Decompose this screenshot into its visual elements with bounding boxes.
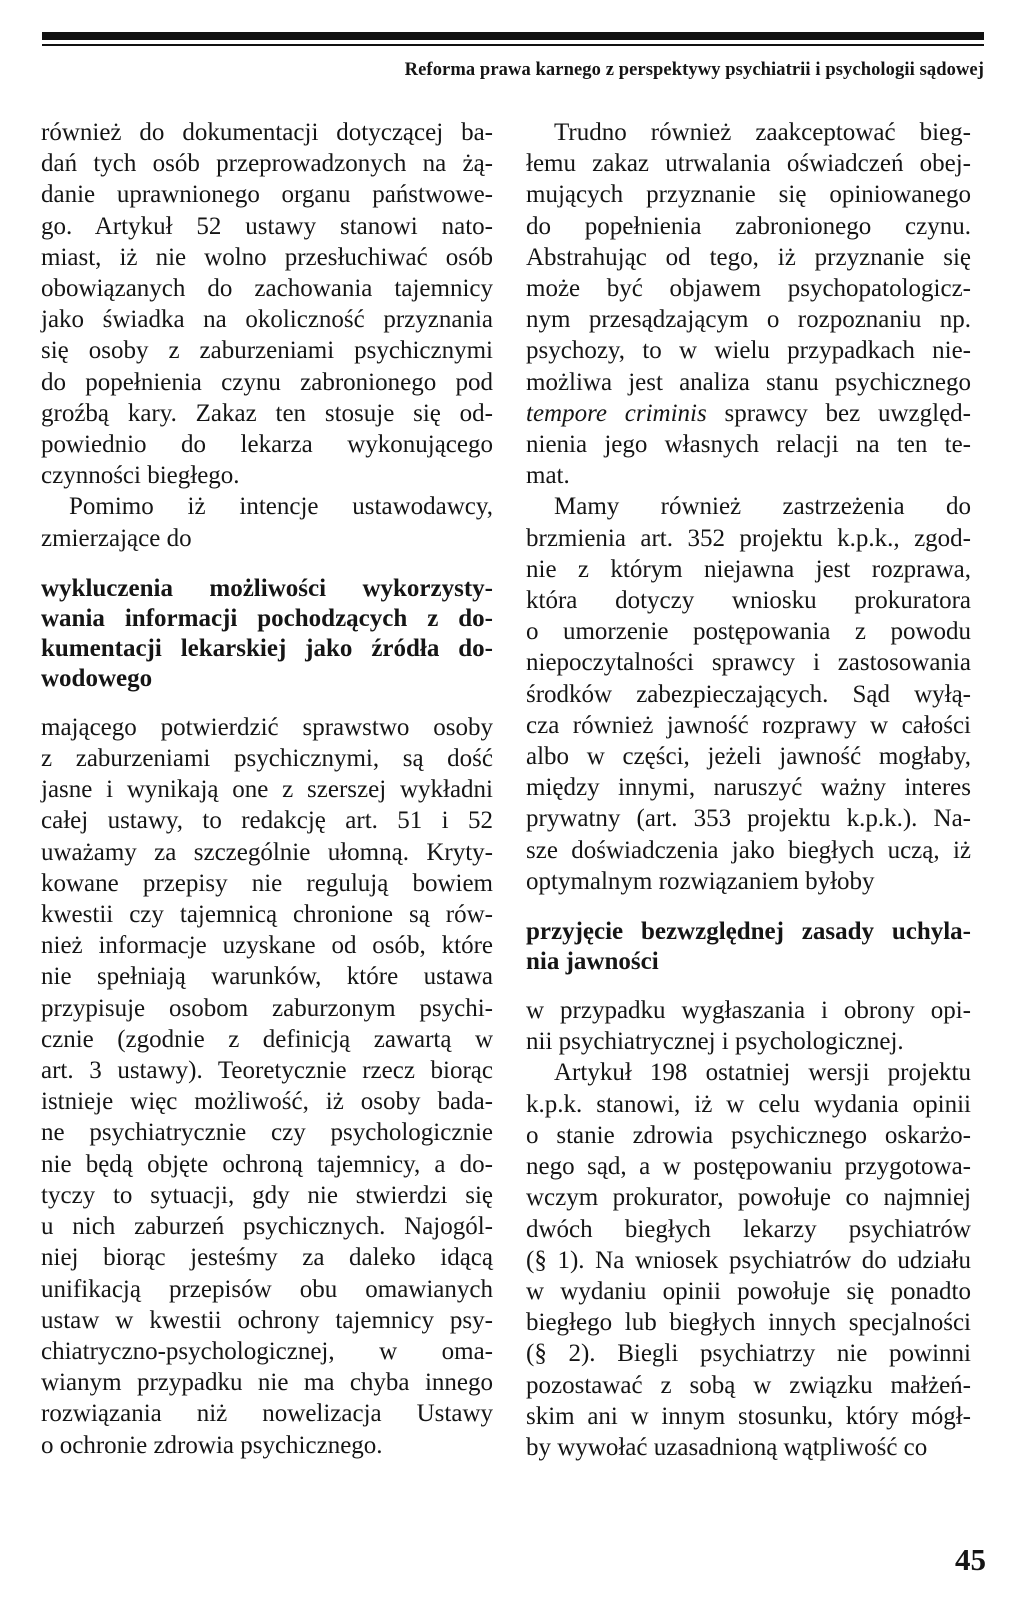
heading-line: nia jawności [526,948,659,976]
right-column [526,117,971,1463]
left-paragraph-2 [41,491,493,553]
right-paragraph-1 [526,117,971,491]
text-line: obowiązanych do zachowania tajemnicy [41,275,493,303]
text-line: istnieje więc możliwość, iż osoby bada- [41,1088,493,1116]
text-line: o umorzenie postępowania z powodu [526,618,971,646]
text-line: do popełnienia czynu zabronionego pod [41,368,493,396]
text-line: również do dokumentacji dotyczącej ba- [41,119,493,146]
left-column [41,117,493,1461]
text-line: nież informacje uzyskane od osób, które [41,932,493,960]
text-line [526,398,971,429]
text-line: między innymi, naruszyć ważny interes [526,774,971,802]
header-rule-thick [42,32,984,40]
text-line: niepoczytalności sprawcy i zastosowania [526,649,971,677]
text-line: kwestii czy tajemnicą chronione są rów- [41,901,493,929]
text-line: o ochronie zdrowia psychicznego. [41,1431,383,1459]
right-bold-heading [526,917,971,977]
left-bold-heading [41,574,493,694]
text-line: danie uprawnionego organu państwowe- [41,181,493,209]
text-line: Abstrahując od tego, iż przyznanie się [526,243,971,271]
text-line: cznie (zgodnie z definicją zawartą w [41,1025,493,1053]
text-line: tyczy to sytuacji, gdy nie stwierdzi się [41,1181,493,1209]
text-line: k.p.k. stanowi, iż w celu wydania opinii [526,1090,971,1118]
text-line: o stanie zdrowia psychicznego oskarżo- [526,1121,971,1149]
text-line: wczym prokurator, powołuje co najmniej [526,1184,971,1212]
text-line: niej biorąc jesteśmy za daleko idącą [41,1244,493,1272]
text-line: Trudno również zaakceptować bieg- [554,119,971,146]
text-line: z zaburzeniami psychicznymi, są dość [41,745,493,773]
heading-line: wania informacji pochodzących z do- [41,604,493,632]
text-line: rozwiązania niż nowelizacja Ustawy [41,1400,493,1428]
left-paragraph-3 [41,712,493,1461]
text-line: (§ 2). Biegli psychiatrzy nie powinni [526,1340,971,1368]
text-line: przypisuje osobom zaburzonym psychi- [41,994,493,1022]
text-line: prywatny (art. 353 projektu k.p.k.). Na- [526,805,971,833]
text-line: go. Artykuł 52 ustawy stanowi nato- [41,212,493,240]
text-line: nie spełniają warunków, które ustawa [41,963,493,991]
text-line: optymalnym rozwiązaniem byłoby [526,867,875,895]
text-line: (§ 1). Na wniosek psychiatrów do udziału [526,1246,971,1274]
text-line: cza również jawność rozprawy w całości [526,711,971,739]
text-line: która dotyczy wniosku prokuratora [526,587,971,615]
text-line: ustaw w kwestii ochrony tajemnicy psy- [41,1306,493,1334]
right-paragraph-2 [526,491,971,897]
text-line: sze doświadczenia jako biegłych uczą, iż [526,836,971,864]
text-line: wianym przypadku nie ma chyba innego [41,1369,493,1397]
text-line: kowane przepisy nie regulują bowiem [41,869,493,897]
text-line: ne psychiatrycznie czy psychologicznie [41,1119,493,1147]
text-line: psychozy, to w wielu przypadkach nie- [526,337,971,365]
text-line: Mamy również zastrzeżenia do [554,493,971,521]
left-paragraph-1 [41,117,493,491]
text-fragment: sprawcy bez uwzględ- [706,399,971,427]
text-line: dań tych osób przeprowadzonych na żą- [41,150,493,178]
text-line: miast, iż nie wolno przesłuchiwać osób [41,243,493,271]
text-line: u nich zaburzeń psychicznych. Najogól- [41,1213,493,1241]
text-line: uważamy za szczególnie ułomną. Kryty- [41,838,493,866]
text-line: nienia jego własnych relacji na ten te- [526,431,971,459]
italic-phrase: tempore criminis [526,399,707,427]
text-line: w przypadku wygłaszania i obrony opi- [526,997,971,1025]
text-line: środków zabezpieczających. Sąd wyłą- [526,680,971,708]
text-line: art. 3 ustawy). Teoretycznie rzecz biorąc [41,1057,493,1085]
text-line: może być objawem psychopatologicz- [526,275,971,303]
text-line: możliwa jest analiza stanu psychicznego [526,368,971,396]
right-paragraph-4 [526,1057,971,1463]
text-line: chiatryczno-psychologicznej, w oma- [41,1337,493,1365]
text-line: Pomimo iż intencje ustawodawcy, [69,493,493,521]
text-line: nie będą objęte ochroną tajemnicy, a do- [41,1150,493,1178]
text-line: się osoby z zaburzeniami psychicznymi [41,337,493,365]
text-line: mającego potwierdzić sprawstwo osoby [41,713,493,741]
text-line: biegłego lub biegłych innych specjalności [526,1309,971,1337]
text-line: unifikacją przepisów obu omawianych [41,1275,493,1303]
text-line: brzmienia art. 352 projektu k.p.k., zgod- [526,524,971,552]
text-line: pozostawać z sobą w związku małżeń- [526,1371,971,1399]
text-line: w wydaniu opinii powołuje się ponadto [526,1277,971,1305]
text-line: powiednio do lekarza wykonującego [41,431,493,459]
header-rule-thin [42,44,984,46]
text-line: nii psychiatrycznej i psychologicznej. [526,1028,904,1056]
text-line: łemu zakaz utrwalania oświadczeń obej- [526,150,971,178]
page-number: 45 [955,1542,986,1577]
text-line: mat. [526,462,570,490]
heading-line: wykluczenia możliwości wykorzysty- [41,574,493,602]
text-line: nie z którym niejawna jest rozprawa, [526,555,971,583]
text-line: całej ustawy, to redakcję art. 51 i 52 [41,807,493,835]
text-line: czynności biegłego. [41,462,240,490]
text-line: Artykuł 198 ostatniej wersji projektu [554,1059,971,1087]
running-head: Reforma prawa karnego z perspektywy psychiatrii i psychologii sądowej [404,60,984,80]
text-line: do popełnienia zabronionego czynu. [526,212,971,240]
heading-line: kumentacji lekarskiej jako źródła do- [41,634,493,662]
heading-line: wodowego [41,664,153,692]
right-paragraph-3 [526,995,971,1057]
text-line: skim ani w innym stosunku, który mógł- [526,1402,971,1430]
text-line: jako świadka na okoliczność przyznania [41,306,493,334]
text-line: by wywołać uzasadnioną wątpliwość co [526,1433,928,1461]
heading-line: przyjęcie bezwzględnej zasady uchyla- [526,918,971,946]
text-line: groźbą kary. Zakaz ten stosuje się od- [41,399,493,427]
text-line: albo w części, jeżeli jawność mogłaby, [526,743,971,771]
text-line: dwóch biegłych lekarzy psychiatrów [526,1215,971,1243]
text-line: zmierzające do [41,524,192,552]
text-line: nym przesądzającym o rozpoznaniu np. [526,306,971,334]
text-line: nego sąd, a w postępowaniu przygotowa- [526,1153,971,1181]
text-line: mujących przyznanie się opiniowanego [526,181,971,209]
text-line: jasne i wynikają one z szerszej wykładni [41,776,493,804]
